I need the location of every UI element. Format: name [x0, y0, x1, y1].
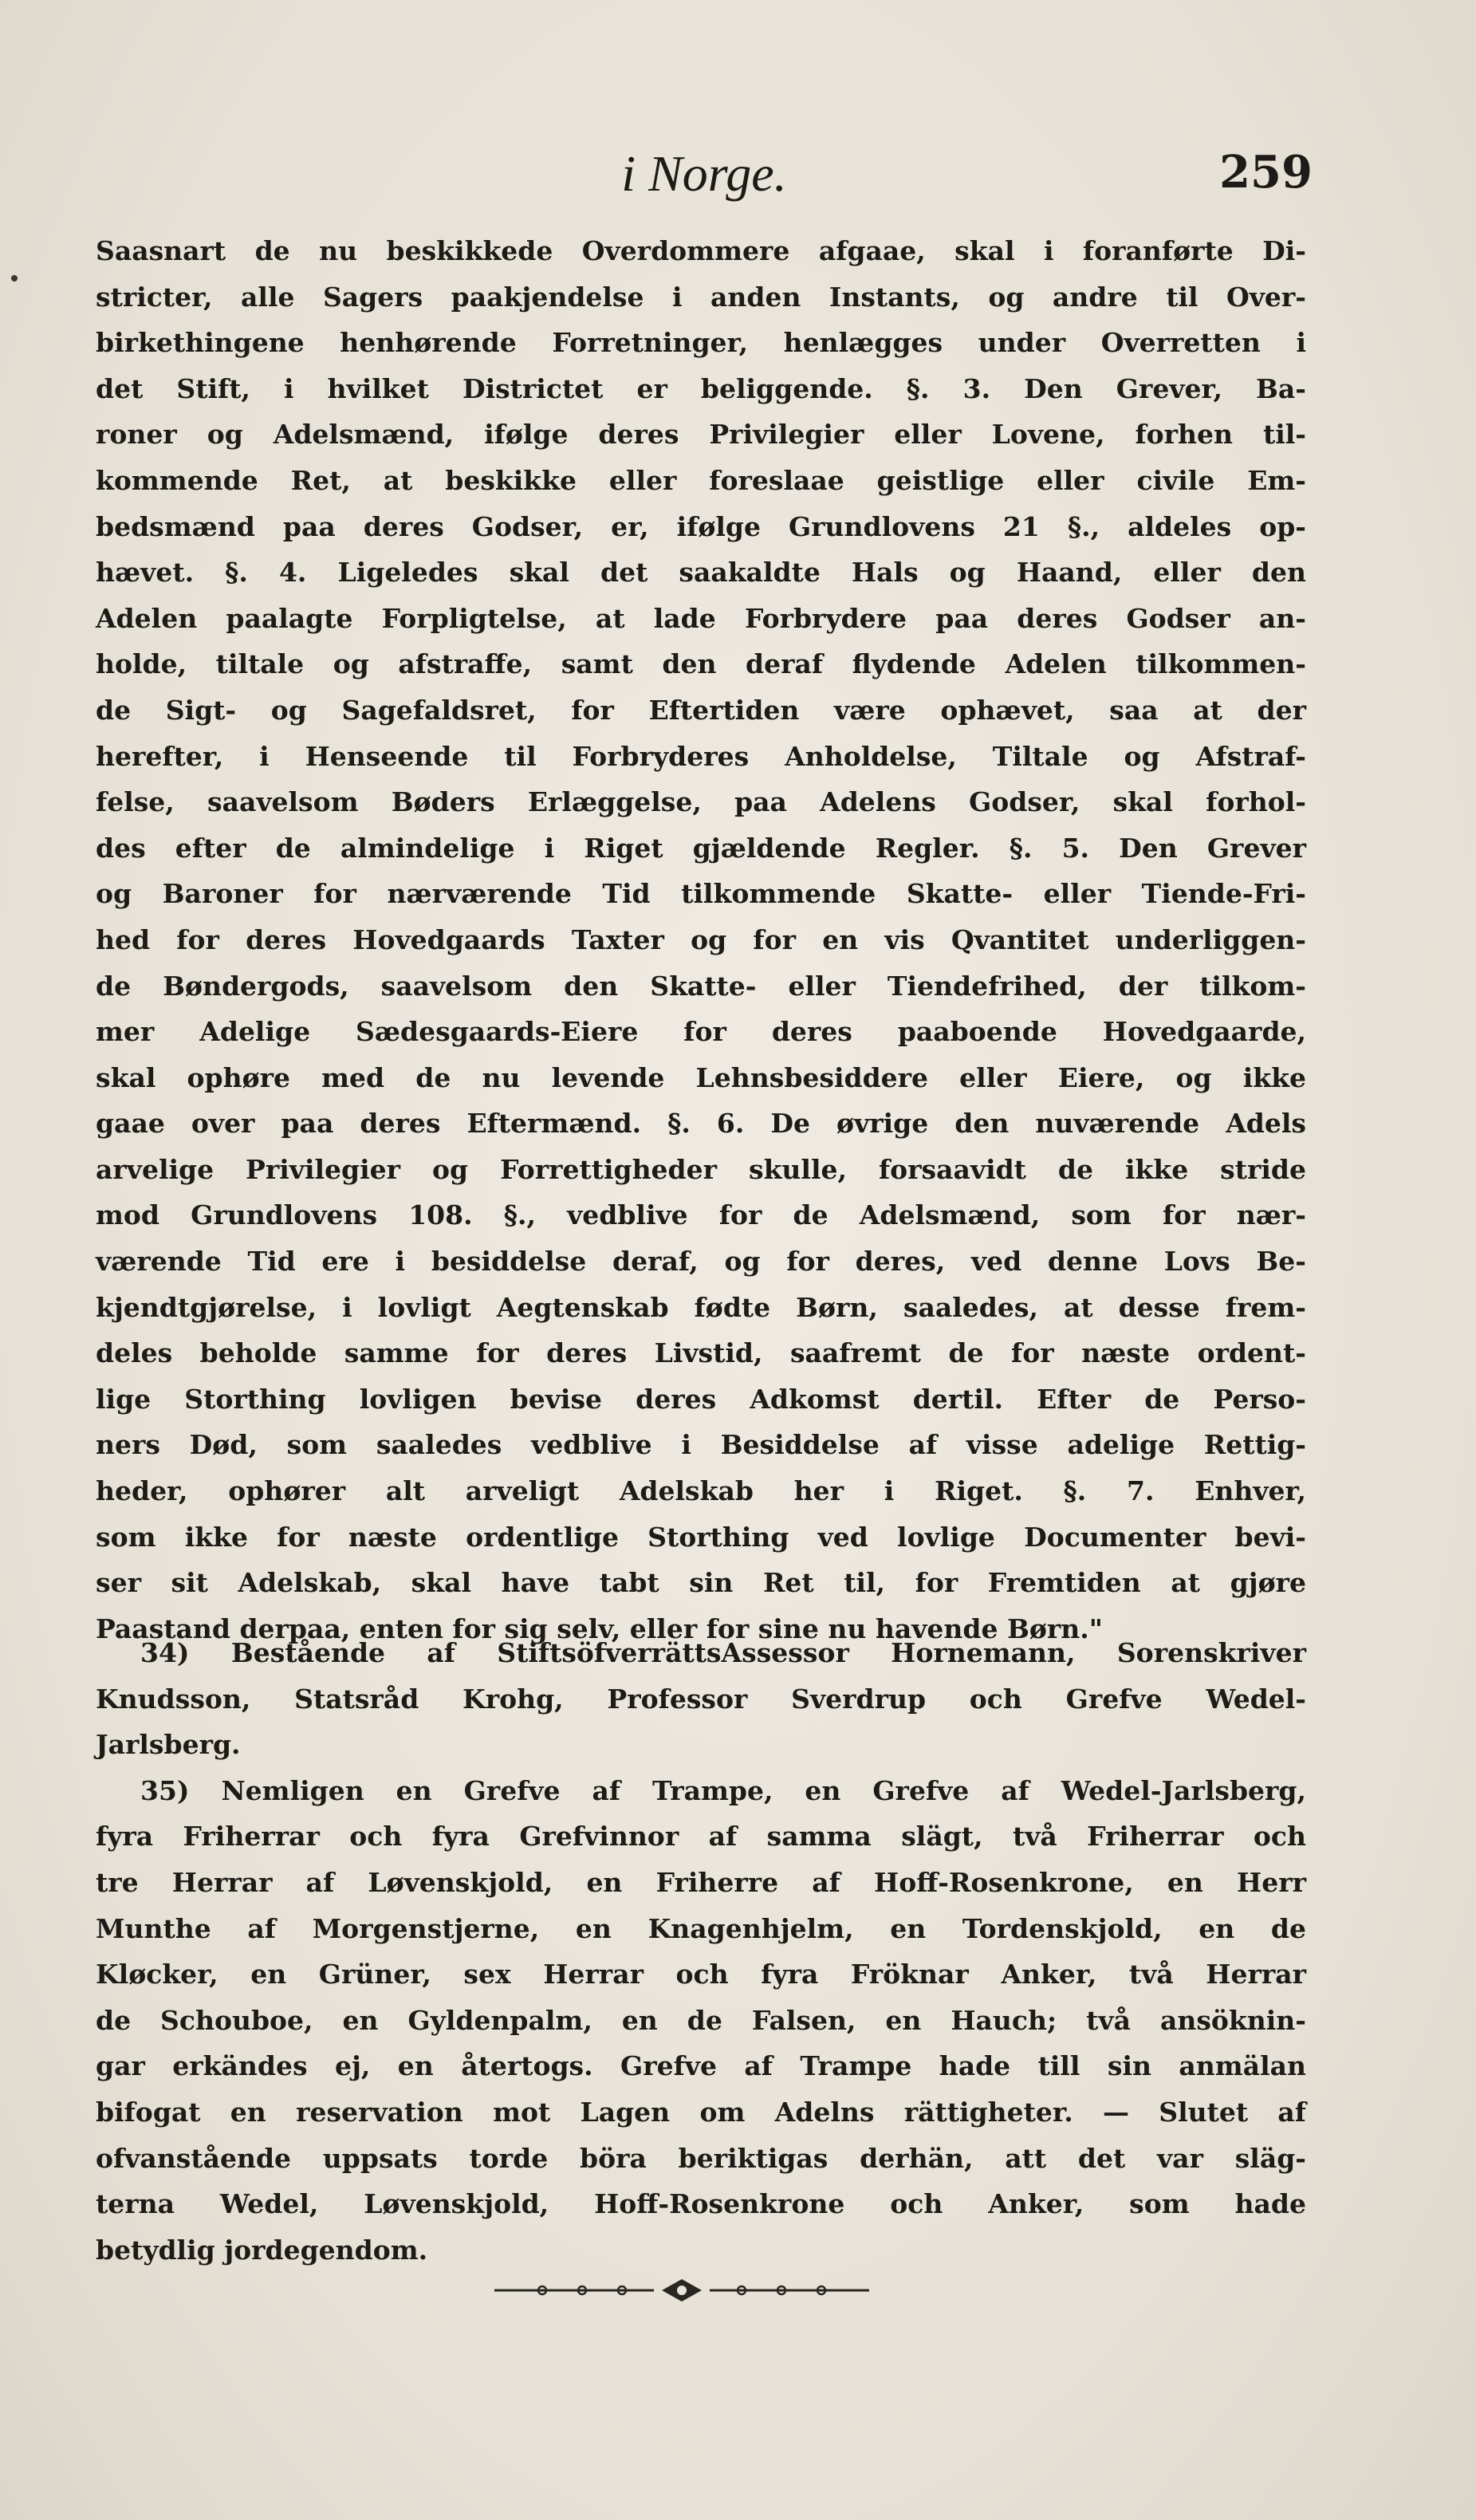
footnote-35: [96, 1768, 1306, 2274]
text-line: skal ophøre med de nu levende Lehnsbesiddere eller Eiere, og ikke: [96, 1061, 1306, 1093]
footnote-line: de Schouboe, en Gyldenpalm, en de Falsen, en Hauch; två ansöknin-: [96, 2004, 1306, 2036]
text-line: heder, ophører alt arveligt Adelskab her i Riget. §. 7. Enhver,: [96, 1475, 1306, 1507]
footnote-line: gar erkändes ej, en återtogs. Grefve af Trampe hade till sin anmälan: [96, 2050, 1306, 2082]
text-line: de Bøndergods, saavelsom den Skatte- eller Tiendefrihed, der tilkom-: [96, 970, 1306, 1002]
text-line: Saasnart de nu beskikkede Overdommere afgaae, skal i foranførte Di-: [96, 235, 1306, 266]
footnote-line: Munthe af Morgenstjerne, en Knagenhjelm, en Tordenskjold, en de: [96, 1912, 1306, 1944]
text-line: arvelige Privilegier og Forrettigheder skulle, forsaavidt de ikke stride: [96, 1153, 1306, 1185]
decorative-rule-ornament-icon: [494, 2274, 869, 2306]
text-line: deles beholde samme for deres Livstid, saafremt de for næste ordent-: [96, 1337, 1306, 1369]
text-line: birkethingene henhørende Forretninger, henlægges under Overretten i: [96, 327, 1306, 359]
footnote-34: [96, 1630, 1306, 1768]
text-line: felse, saavelsom Bøders Erlæggelse, paa Adelens Godser, skal forhol-: [96, 786, 1306, 818]
text-line: som ikke for næste ordentlige Storthing ved lovlige Documenter bevi-: [96, 1521, 1306, 1553]
footnote-line: Knudsson, Statsråd Krohg, Professor Sverdrup och Grefve Wedel-: [96, 1683, 1306, 1715]
text-line: værende Tid ere i besiddelse deraf, og for deres, ved denne Lovs Be-: [96, 1246, 1306, 1278]
footnote-line: betydlig jordegendom.: [96, 2234, 428, 2266]
footnote-line: tre Herrar af Løvenskjold, en Friherre af Hoff-Rosenkrone, en Herr: [96, 1866, 1306, 1898]
running-title: i Norge.: [621, 145, 787, 202]
footnote-line: bifogat en reservation mot Lagen om Adelns rättigheter. — Slutet af: [96, 2096, 1306, 2128]
running-head: [96, 140, 1313, 203]
text-line: de Sigt- og Sagefaldsret, for Eftertiden være ophævet, saa at der: [96, 694, 1306, 726]
ink-speck: [11, 275, 18, 282]
footnote-line: fyra Friherrar och fyra Grefvinnor af samma slägt, två Friherrar och: [96, 1821, 1306, 1853]
text-line: det Stift, i hvilket Districtet er beliggende. §. 3. Den Grever, Ba-: [96, 372, 1306, 404]
text-line: mer Adelige Sædesgaards-Eiere for deres paaboende Hovedgaarde,: [96, 1016, 1306, 1048]
text-line: herefter, i Henseende til Forbryderes Anholdelse, Tiltale og Afstraf-: [96, 740, 1306, 772]
text-line: stricter, alle Sagers paakjendelse i anden Instants, og andre til Over-: [96, 281, 1306, 313]
footnote-line: ofvanstående uppsats torde böra beriktigas derhän, att det var släg-: [96, 2142, 1306, 2174]
text-line: ser sit Adelskab, skal have tabt sin Ret til, for Fremtiden at gjøre: [96, 1567, 1306, 1599]
page-number: 259: [1219, 146, 1313, 199]
text-line: gaae over paa deres Eftermænd. §. 6. De øvrige den nuværende Adels: [96, 1108, 1306, 1140]
text-line: des efter de almindelige i Riget gjældende Regler. §. 5. Den Grever: [96, 832, 1306, 864]
footnote-line: terna Wedel, Løvenskjold, Hoff-Rosenkrone och Anker, som hade: [96, 2188, 1306, 2220]
main-text: [96, 228, 1306, 1652]
footnotes: [96, 1630, 1306, 2273]
text-line: Paastand derpaa, enten for sig selv, eller for sine nu havende Børn.": [96, 1612, 1103, 1644]
text-line: bedsmænd paa deres Godser, er, ifølge Grundlovens 21 §., aldeles op-: [96, 510, 1306, 542]
text-line: mod Grundlovens 108. §., vedblive for de Adelsmænd, som for nær-: [96, 1199, 1306, 1231]
text-line: og Baroner for nærværende Tid tilkommende Skatte- eller Tiende-Fri-: [96, 878, 1306, 910]
footnote-line: Kløcker, en Grüner, sex Herrar och fyra Fröknar Anker, två Herrar: [96, 1959, 1306, 1990]
text-line: Adelen paalagte Forpligtelse, at lade Forbrydere paa deres Godser an-: [96, 602, 1306, 634]
footnote-line: 34) Bestående af StiftsöfverrättsAssessor Hornemann, Sorenskriver: [140, 1637, 1306, 1668]
text-line: holde, tiltale og afstraffe, samt den deraf flydende Adelen tilkommen-: [96, 648, 1306, 680]
text-line: hed for deres Hovedgaards Taxter og for en vis Qvantitet underliggen-: [96, 923, 1306, 955]
footnote-line: Jarlsberg.: [96, 1729, 241, 1761]
text-line: kjendtgjørelse, i lovligt Aegtenskab fødte Børn, saaledes, at desse frem-: [96, 1291, 1306, 1323]
footnote-line: 35) Nemligen en Grefve af Trampe, en Grefve af Wedel-Jarlsberg,: [140, 1774, 1306, 1806]
text-line: roner og Adelsmænd, ifølge deres Privilegier eller Lovene, forhen til-: [96, 419, 1306, 451]
text-line: hævet. §. 4. Ligeledes skal det saakaldte Hals og Haand, eller den: [96, 557, 1306, 589]
text-line: kommende Ret, at beskikke eller foreslaae geistlige eller civile Em-: [96, 464, 1306, 496]
text-line: lige Storthing lovligen bevise deres Adkomst dertil. Efter de Perso-: [96, 1383, 1306, 1415]
text-line: ners Død, som saaledes vedblive i Besiddelse af visse adelige Rettig-: [96, 1429, 1306, 1461]
